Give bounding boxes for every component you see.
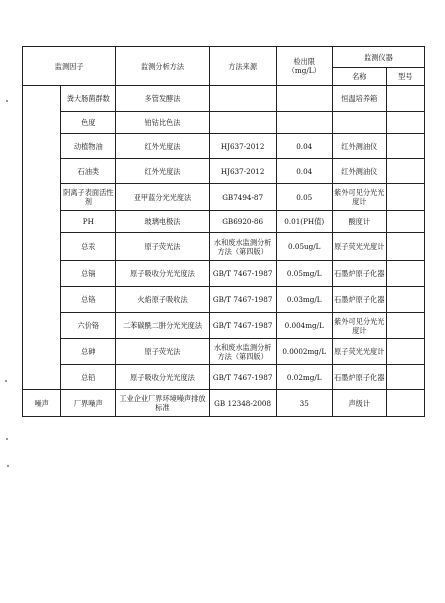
factor-cell: 厂界噪声 (61, 390, 116, 417)
instrument-name-cell: 紫外可见分光光度计 (332, 184, 386, 211)
factor-cell: 阴离子表面活性剂 (61, 184, 116, 211)
factor-cell: 色度 (61, 112, 116, 134)
instrument-model-cell (386, 86, 424, 112)
detection-limit-cell: 35 (276, 390, 332, 417)
scan-speck (5, 380, 7, 382)
source-cell: HJ637-2012 (209, 134, 276, 159)
instrument-name-cell: 石墨炉原子化器 (332, 261, 386, 287)
detection-limit-cell: 0.05ug/L (276, 233, 332, 261)
table-row (23, 365, 425, 390)
source-cell: GB 12348-2008 (209, 390, 276, 417)
analysis-cell: 二苯碳酰二肼分光光度法 (116, 313, 209, 339)
detection-limit-cell: 0.05 (276, 184, 332, 211)
factor-cell: 总镉 (61, 261, 116, 287)
instrument-model-cell (386, 184, 424, 211)
detection-limit-cell: 0.0002mg/L (276, 339, 332, 365)
instrument-model-cell (386, 211, 424, 233)
factor-cell: 总砷 (61, 339, 116, 365)
factor-cell: 总铅 (61, 365, 116, 390)
analysis-cell: 原子吸收分光光度法 (116, 365, 209, 390)
source-cell: 水和废水监测分析方法（第四版） (209, 339, 276, 365)
instrument-name-cell: 酸度计 (332, 211, 386, 233)
header-instrument-model: 型号 (386, 68, 424, 86)
table-row (23, 184, 425, 211)
analysis-cell: 火焰原子吸收法 (116, 287, 209, 313)
source-cell (209, 112, 276, 134)
analysis-cell: 玻璃电极法 (116, 211, 209, 233)
analysis-cell: 工业企业厂界环境噪声排放标准 (116, 390, 209, 417)
instrument-model-cell (386, 313, 424, 339)
monitoring-methods-table (22, 46, 425, 417)
factor-cell: 总汞 (61, 233, 116, 261)
scan-speck (6, 438, 8, 440)
header-factor: 监测因子 (23, 47, 116, 86)
instrument-model-cell (386, 134, 424, 159)
table-row (23, 287, 425, 313)
instrument-name-cell: 石墨炉原子化器 (332, 287, 386, 313)
instrument-model-cell (386, 261, 424, 287)
factor-cell: 石油类 (61, 159, 116, 184)
source-cell: GB/T 7467-1987 (209, 365, 276, 390)
instrument-model-cell (386, 287, 424, 313)
table-row (23, 313, 425, 339)
analysis-cell: 红外光度法 (116, 159, 209, 184)
source-cell: 水和废水监测分析方法（第四版） (209, 233, 276, 261)
category-cell-water (23, 86, 61, 390)
source-cell (209, 86, 276, 112)
category-cell-noise: 噪声 (23, 390, 61, 417)
analysis-cell: 原子吸收分光光度法 (116, 261, 209, 287)
analysis-cell: 亚甲蓝分光光度法 (116, 184, 209, 211)
source-cell: GB/T 7467-1987 (209, 313, 276, 339)
instrument-model-cell (386, 159, 424, 184)
analysis-cell: 红外光度法 (116, 134, 209, 159)
table-row (23, 339, 425, 365)
source-cell: GB6920-86 (209, 211, 276, 233)
instrument-name-cell (332, 112, 386, 134)
header-source: 方法来源 (209, 47, 276, 86)
instrument-model-cell (386, 365, 424, 390)
detection-limit-cell (276, 86, 332, 112)
source-cell: GB/T 7467-1987 (209, 287, 276, 313)
detection-limit-cell: 0.04 (276, 134, 332, 159)
header-instrument: 监测仪器 (332, 47, 424, 68)
table-row (23, 112, 425, 134)
analysis-cell: 多管发酵法 (116, 86, 209, 112)
table-row (23, 261, 425, 287)
detection-limit-cell: 0.03mg/L (276, 287, 332, 313)
instrument-name-cell: 石墨炉原子化器 (332, 365, 386, 390)
factor-cell: 总铬 (61, 287, 116, 313)
detection-limit-cell: 0.01(PH值) (276, 211, 332, 233)
table-row (23, 211, 425, 233)
instrument-model-cell (386, 233, 424, 261)
analysis-cell: 铂钴比色法 (116, 112, 209, 134)
source-cell: HJ637-2012 (209, 159, 276, 184)
table-row (23, 159, 425, 184)
table-row (23, 86, 425, 112)
factor-cell: 动植物油 (61, 134, 116, 159)
factor-cell: 粪大肠菌群数 (61, 86, 116, 112)
header-instrument-name: 名称 (332, 68, 386, 86)
header-analysis: 监测分析方法 (116, 47, 209, 86)
instrument-name-cell: 原子荧光光度计 (332, 233, 386, 261)
instrument-name-cell: 原子荧光光度计 (332, 339, 386, 365)
header-row-1 (23, 47, 425, 68)
factor-cell: PH (61, 211, 116, 233)
instrument-model-cell (386, 390, 424, 417)
instrument-name-cell: 紫外可见分光光度计 (332, 313, 386, 339)
analysis-cell: 原子荧光法 (116, 233, 209, 261)
detection-limit-cell: 0.004mg/L (276, 313, 332, 339)
scan-speck (6, 100, 8, 102)
instrument-model-cell (386, 112, 424, 134)
detection-limit-cell (276, 112, 332, 134)
instrument-name-cell: 恒温培养箱 (332, 86, 386, 112)
table-row (23, 390, 425, 417)
scan-speck (7, 465, 9, 467)
factor-cell: 六价铬 (61, 313, 116, 339)
instrument-name-cell: 红外测油仪 (332, 134, 386, 159)
header-detection-limit: 检出限 （mg/L） (276, 47, 332, 86)
analysis-cell: 原子荧光法 (116, 339, 209, 365)
detection-limit-cell: 0.05mg/L (276, 261, 332, 287)
instrument-name-cell: 声级计 (332, 390, 386, 417)
detection-limit-cell: 0.02mg/L (276, 365, 332, 390)
source-cell: GB/T 7467-1987 (209, 261, 276, 287)
source-cell: GB7494-87 (209, 184, 276, 211)
table-row (23, 134, 425, 159)
instrument-model-cell (386, 339, 424, 365)
table-row (23, 233, 425, 261)
detection-limit-cell: 0.04 (276, 159, 332, 184)
instrument-name-cell: 红外测油仪 (332, 159, 386, 184)
